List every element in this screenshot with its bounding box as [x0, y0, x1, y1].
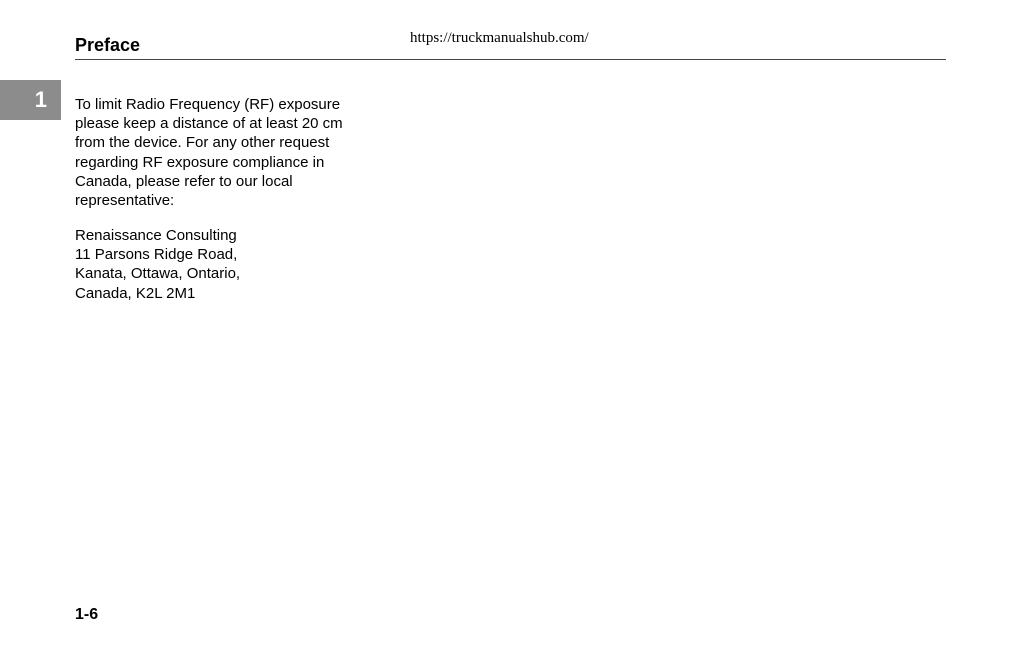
address-line: Kanata, Ottawa, Ontario, — [75, 265, 241, 283]
address-line: Renaissance Consulting — [75, 227, 237, 244]
header-divider — [75, 59, 946, 60]
chapter-tab: 1 — [0, 80, 61, 120]
rf-exposure-paragraph: To limit Radio Frequency (RF) exposure please keep a distance of at least 20 cm from the device. For any other request regarding RF exposure compliance in Canada, please refer to our local representative: — [75, 96, 343, 210]
address-line: 11 Parsons Ridge Road, — [75, 246, 238, 264]
section-title: Preface — [75, 35, 141, 55]
watermark-url: https://truckmanualshub.com/ — [410, 30, 589, 46]
address-line: Canada, K2L 2M1 — [75, 284, 196, 302]
representative-address — [75, 226, 360, 303]
page-number: 1-6 — [75, 606, 99, 623]
